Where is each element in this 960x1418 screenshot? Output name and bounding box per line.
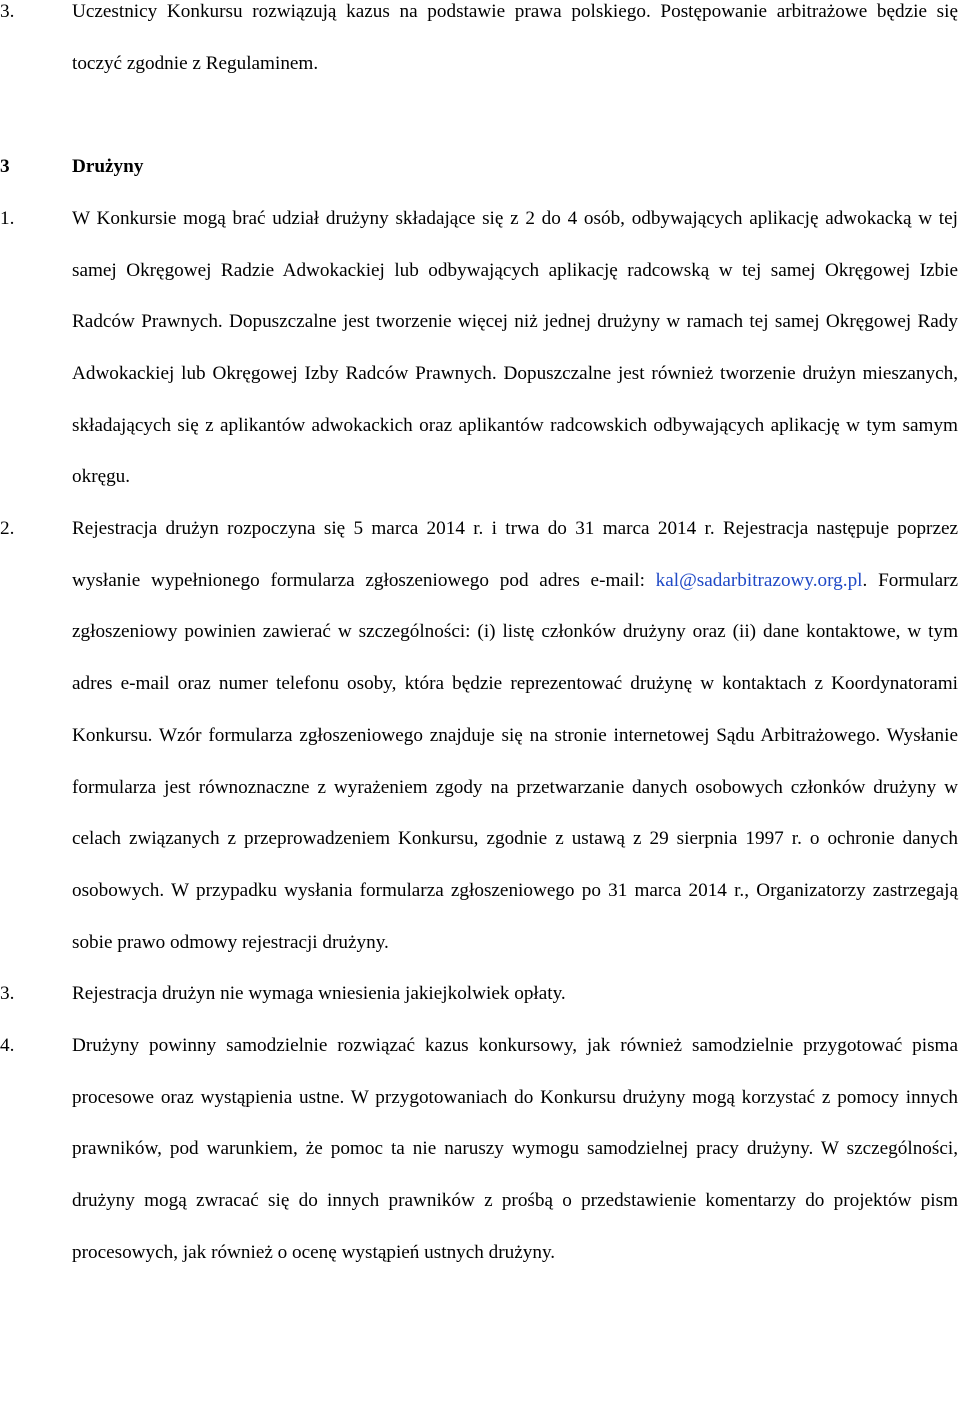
list-item-4	[0, 1020, 958, 1279]
list-item-3	[0, 0, 958, 89]
list-item-1	[0, 193, 958, 503]
section-title: Drużyny	[72, 156, 144, 178]
list-item-3-fee	[0, 968, 958, 1020]
list-item-number: 2.	[0, 518, 15, 540]
list-item-number: 3.	[0, 1, 15, 22]
list-item-text: Drużyny powinny samodzielnie rozwiązać kazus konkursowy, jak również samodzielnie przygotować pisma procesowe oraz wystąpienia ustne. W przygotowaniach do Konkursu drużyny mogą korzystać z pomocy innych prawników, pod warunkiem, że pomoc ta nie naruszy wymogu samodzielnej pracy drużyny. W szczególności, drużyny mogą zwracać się do innych prawników z prośbą o przedstawienie komentarzy do projektów pism procesowych, jak również o ocenę wystąpień ustnych drużyny.	[72, 1035, 958, 1263]
list-item-number: 4.	[0, 1035, 15, 1057]
list-item-text-before-link: Rejestracja drużyn rozpoczyna się 5 marca 2014 r. i trwa do 31 marca 2014 r. Rejestracja następuje poprzez wysłanie wypełnionego formularza zgłoszeniowego pod adres e-mail:	[72, 518, 958, 591]
email-link[interactable]: kal@sadarbitrazowy.org.pl	[655, 569, 863, 591]
section-heading	[0, 141, 960, 193]
list-item-text: W Konkursie mogą brać udział drużyny składające się z 2 do 4 osób, odbywających aplikację adwokacką w tej samej Okręgowej Radzie Adwokackiej lub odbywających aplikację radcowską w tej samej Okręgowej Izbie Radców Prawnych. Dopuszczalne jest tworzenie więcej niż jednej drużyny w ramach tej samej Okręgowej Rady Adwokackiej lub Okręgowej Izby Radców Prawnych. Dopuszczalne jest również tworzenie drużyn mieszanych, składających się z aplikantów adwokackich oraz aplikantów radcowskich odbywających aplikację w tym samym okręgu.	[72, 207, 958, 488]
list-item-number: 1.	[0, 207, 15, 229]
list-item-number: 3.	[0, 983, 15, 1005]
blank-line	[0, 89, 960, 141]
list-item-text: Rejestracja drużyn nie wymaga wniesienia jakiejkolwiek opłaty.	[72, 983, 566, 1005]
list-item-text: Uczestnicy Konkursu rozwiązują kazus na podstawie prawa polskiego. Postępowanie arbitrażowe będzie się toczyć zgodnie z Regulaminem.	[72, 1, 958, 74]
list-item-2	[0, 503, 958, 968]
section-number: 3	[0, 156, 10, 178]
list-item-text-after-link: . Formularz zgłoszeniowy powinien zawierać w szczególności: (i) listę członków drużyny oraz (ii) dane kontaktowe, w tym adres e-mail oraz numer telefonu osoby, która będzie reprezentować drużynę w kontaktach z Koordynatorami Konkursu. Wzór formularza zgłoszeniowego znajduje się na stronie internetowej Sądu Arbitrażowego. Wysłanie formularza jest równoznaczne z wyrażeniem zgody na przetwarzanie danych osobowych członków drużyny w celach związanych z przeprowadzeniem Konkursu, zgodnie z ustawą z 29 sierpnia 1997 r. o ochronie danych osobowych. W przypadku wysłania formularza zgłoszeniowego po 31 marca 2014 r., Organizatorzy zastrzegają sobie prawo odmowy rejestracji drużyny.	[72, 569, 958, 953]
